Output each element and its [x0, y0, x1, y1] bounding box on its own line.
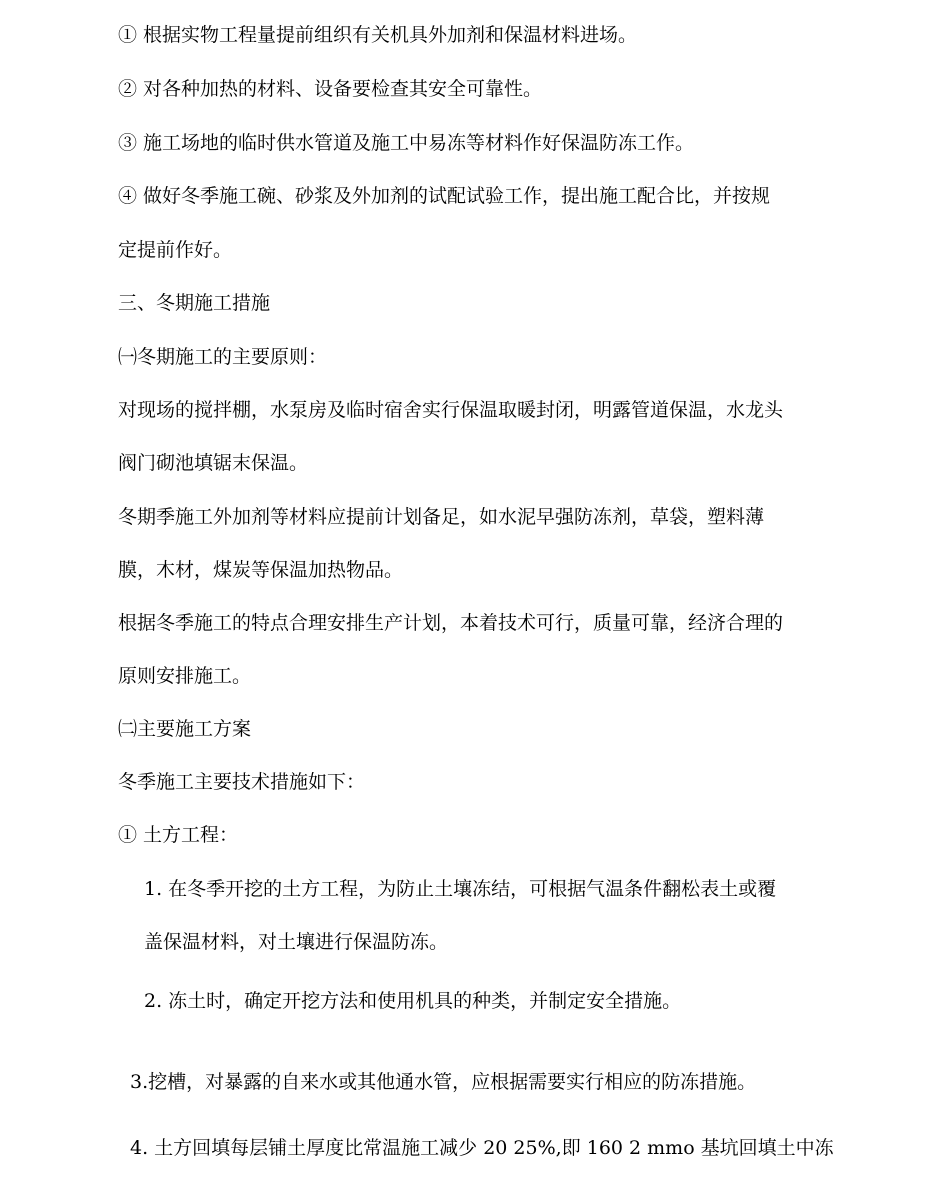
- paragraph: 根据冬季施工的特点合理安排生产计划，本着技术可行，质量可靠，经济合理的: [118, 612, 784, 634]
- paragraph: 冬期季施工外加剂等材料应提前计划备足，如水泥早强防冻剂，草袋，塑料薄: [118, 506, 765, 528]
- subsection-heading: ㈠冬期施工的主要原则：: [118, 346, 328, 368]
- list-item-equipment-check: ② 对各种加热的材料、设备要检查其安全可靠性。: [118, 78, 543, 100]
- paragraph: 冬季施工主要技术措施如下：: [118, 771, 366, 793]
- numbered-item: 2. 冻土时，确定开挖方法和使用机具的种类，并制定安全措施。: [144, 990, 682, 1012]
- paragraph-continuation: 膜，木材，煤炭等保温加热物品。: [118, 559, 404, 581]
- list-item-material-prep: ① 根据实物工程量提前组织有关机具外加剂和保温材料进场。: [118, 24, 638, 46]
- paragraph-continuation: 原则安排施工。: [118, 665, 252, 687]
- numbered-item: 3.挖槽，对暴露的自来水或其他通水管，应根据需要实行相应的防冻措施。: [130, 1071, 757, 1093]
- section-heading: 三、冬期施工措施: [118, 292, 271, 314]
- numbered-item: 1. 在冬季开挖的土方工程，为防止土壤冻结，可根据气温条件翻松表土或覆: [144, 878, 777, 900]
- subsection-heading: ㈡主要施工方案: [118, 718, 252, 740]
- paragraph-continuation: 阀门砌池填锯末保温。: [118, 452, 309, 474]
- list-item-water-pipe-insulation: ③ 施工场地的临时供水管道及施工中易冻等材料作好保温防冻工作。: [118, 132, 695, 154]
- paragraph-continuation: 定提前作好。: [118, 239, 233, 261]
- paragraph: 对现场的搅拌棚，水泵房及临时宿舍实行保温取暖封闭，明露管道保温，水龙头: [118, 399, 784, 421]
- list-item-mix-trial: ④ 做好冬季施工碗、砂浆及外加剂的试配试验工作，提出施工配合比，并按规: [118, 185, 771, 207]
- numbered-item-continuation: 盖保温材料，对土壤进行保温防冻。: [144, 931, 449, 953]
- numbered-item: 4. 土方回填每层铺土厚度比常温施工减少 20 25%,即 160 2 mmo 基坑回填土中冻: [130, 1137, 834, 1159]
- list-item-earthwork: ① 土方工程：: [118, 824, 239, 846]
